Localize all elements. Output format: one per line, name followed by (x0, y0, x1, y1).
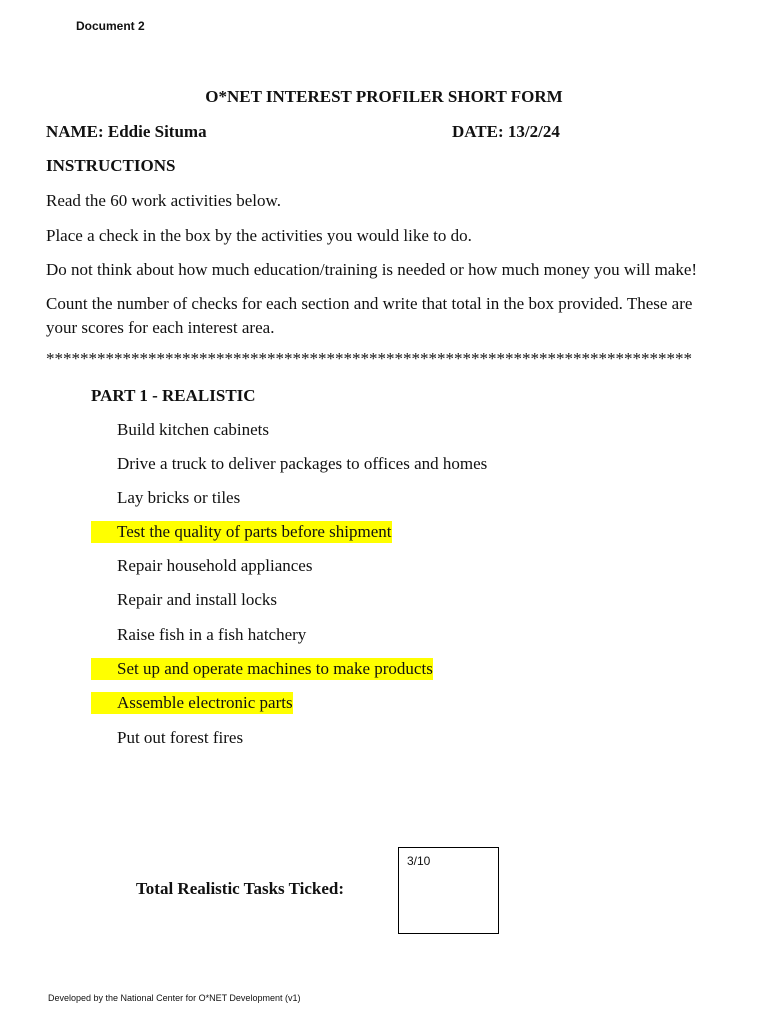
activity-item: Repair and install locks (117, 590, 278, 609)
instruction-line: Do not think about how much education/training is needed or how much money you will make! (46, 260, 698, 279)
score-box (398, 847, 499, 934)
activity-item: Assemble electronic parts (91, 692, 293, 714)
activity-item: Set up and operate machines to make products (91, 658, 433, 680)
instruction-line: Place a check in the box by the activities you would like to do. (46, 226, 472, 245)
activity-item: Put out forest fires (117, 728, 244, 747)
activity-item: Lay bricks or tiles (117, 488, 241, 507)
document-label: Document 2 (76, 19, 145, 33)
part-heading: PART 1 - REALISTIC (91, 386, 256, 405)
instructions-heading: INSTRUCTIONS (46, 156, 176, 175)
activity-item: Raise fish in a fish hatchery (117, 625, 307, 644)
activity-item: Repair household appliances (117, 556, 313, 575)
activity-item: Drive a truck to deliver packages to offices and homes (117, 454, 488, 473)
date-line: DATE: 13/2/24 (452, 122, 560, 141)
page-title: O*NET INTEREST PROFILER SHORT FORM (205, 87, 563, 106)
name-line: NAME: Eddie Situma (46, 122, 207, 141)
separator-line: **************************************************************************** (46, 349, 692, 368)
activity-item: Build kitchen cabinets (117, 420, 270, 439)
score-value: 3/10 (407, 854, 431, 868)
instruction-line: Count the number of checks for each section and write that total in the box provided. These are your scores for each interest area. (46, 294, 693, 337)
total-label: Total Realistic Tasks Ticked: (136, 879, 344, 898)
footer-note: Developed by the National Center for O*NET Development (v1) (48, 993, 301, 1003)
activity-item: Test the quality of parts before shipment (91, 521, 392, 543)
instruction-line: Read the 60 work activities below. (46, 191, 281, 210)
